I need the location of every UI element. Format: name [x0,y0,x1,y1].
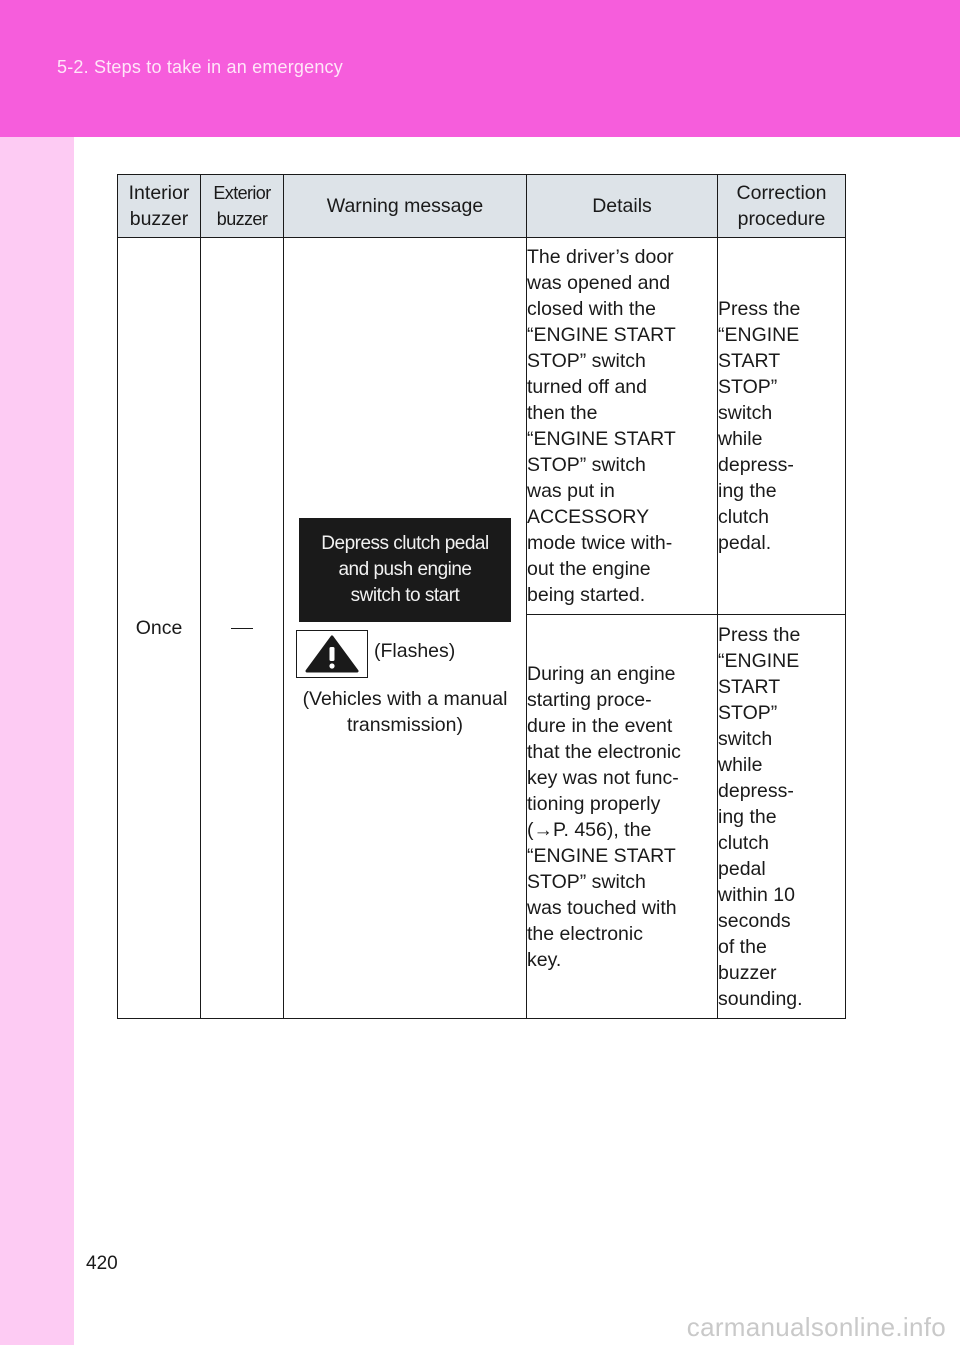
correction-cell-1 [718,238,846,615]
details-line: turned off and [527,376,647,398]
correction-line: buzzer [718,961,777,984]
correction-line: while [718,753,763,776]
correction-line: “ENGINE [718,649,800,672]
details-line: closed with the [527,298,656,320]
details-line: STOP” switch [527,870,646,893]
details-line: the electronic [527,922,643,945]
header-exterior-buzzer [201,175,284,238]
correction-line: sounding. [718,987,803,1010]
details-line: The driver’s door [527,246,674,268]
correction-line: switch [718,727,773,750]
correction-line: ing the [718,805,777,828]
warning-display [299,518,511,622]
correction-line: clutch [718,831,769,854]
details-line: was put in [527,480,615,502]
exterior-buzzer-dash [231,628,253,629]
header-details: Details [527,175,718,238]
flash-indicator [296,630,526,678]
page-number: 420 [86,1253,118,1274]
correction-line: depress- [718,779,794,802]
header-line: buzzer [216,209,268,229]
warning-table [117,174,846,1019]
header-line: Interior [128,182,190,204]
warning-message-cell [284,238,527,1019]
details-line: was touched with [527,896,677,919]
header-line: buzzer [129,208,189,230]
details-line: then the [527,402,598,424]
correction-line: pedal [718,857,766,880]
table-header-row [118,175,846,238]
header-line: Correction [736,182,827,204]
watermark: carmanualsonline.info [686,1312,946,1342]
warning-triangle-icon [296,630,368,678]
details-line: (→P. 456), the [527,818,652,841]
correction-line: STOP” [718,701,778,724]
correction-line: START [718,350,781,372]
details-line: that the electronic [527,740,681,763]
correction-line: Press the [718,623,801,646]
details-line: mode twice with- [527,532,673,554]
details-line: out the engine [527,558,651,580]
exterior-buzzer-cell [201,238,284,1019]
correction-line: ing the [718,480,777,502]
details-cell-1 [527,238,718,615]
interior-buzzer-cell: Once [118,238,201,1019]
details-line: tioning properly [527,792,661,815]
side-strip [0,137,74,1345]
details-line: starting proce- [527,688,652,711]
details-line: STOP” switch [527,350,646,372]
note-line: transmission) [347,714,463,736]
correction-line: seconds [718,909,791,932]
details-line: “ENGINE START [527,324,676,346]
details-line: was opened and [527,272,671,294]
header-line: Exterior [213,183,271,203]
details-line: dure in the event [527,714,673,737]
details-line: key. [527,948,562,971]
header-correction-procedure [718,175,846,238]
correction-cell-2 [718,615,846,1019]
correction-line: “ENGINE [718,324,800,346]
details-cell-2 [527,615,718,1019]
header-warning-message: Warning message [284,175,527,238]
correction-line: STOP” [718,376,778,398]
display-line: and push engine [338,559,472,580]
section-title: 5-2. Steps to take in an emergency [57,57,343,77]
correction-line: clutch [718,506,769,528]
correction-line: of the [718,935,767,958]
correction-line: START [718,675,781,698]
details-line: “ENGINE START [527,428,676,450]
vehicle-note [284,686,526,738]
display-line: Depress clutch pedal [321,533,489,554]
note-line: (Vehicles with a manual [302,688,508,710]
correction-line: pedal. [718,532,772,554]
correction-line: Press the [718,298,801,320]
correction-line: depress- [718,454,794,476]
header-line: procedure [737,208,826,230]
details-line: “ENGINE START [527,844,676,867]
details-line: being started. [527,584,646,606]
details-line: key was not func- [527,766,679,789]
header-interior-buzzer [118,175,201,238]
correction-line: within 10 [718,883,795,906]
correction-line: while [718,428,763,450]
details-line: ACCESSORY [527,506,650,528]
details-line: STOP” switch [527,454,646,476]
display-line: switch to start [350,585,460,606]
table-row [118,238,846,615]
flash-label: (Flashes) [374,640,456,662]
correction-line: switch [718,402,773,424]
details-line: During an engine [527,662,676,685]
